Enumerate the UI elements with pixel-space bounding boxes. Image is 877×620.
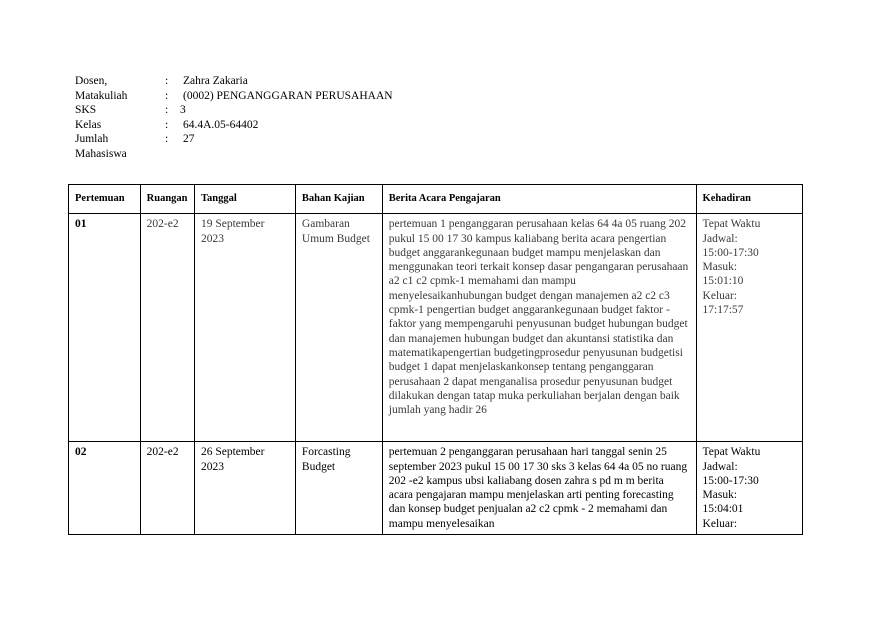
- cell-tanggal: 26 September 2023: [194, 442, 295, 535]
- table-row: [69, 442, 803, 535]
- cell-pertemuan: 01: [69, 214, 141, 442]
- cell-tanggal: 19 September 2023: [194, 214, 295, 442]
- jumlah-row: [75, 132, 393, 147]
- kelas-label: Kelas: [75, 118, 102, 131]
- header-kehadiran: Kehadiran: [696, 185, 802, 214]
- cell-pertemuan: 02: [69, 442, 141, 535]
- attendance-in-value: 15:04:01: [702, 503, 744, 516]
- jumlah-row-cont: [75, 147, 393, 162]
- attendance-schedule-label: Jadwal:: [702, 460, 738, 473]
- header-berita-acara: Berita Acara Pengajaran: [382, 185, 696, 214]
- dosen-row: [75, 74, 393, 89]
- sks-row: [75, 103, 393, 118]
- jumlah-label: Jumlah: [75, 133, 109, 145]
- colon: :: [165, 89, 169, 102]
- sks-label: SKS: [75, 104, 97, 116]
- attendance-out-label: Keluar:: [702, 289, 738, 302]
- dosen-label: Dosen,: [75, 75, 108, 87]
- cell-ruangan: 202-e2: [140, 442, 194, 535]
- attendance-schedule-value: 15:00-17:30: [702, 474, 759, 487]
- attendance-status: Tepat Waktu: [702, 446, 761, 459]
- attendance-in-value: 15:01:10: [702, 275, 744, 288]
- matakuliah-label: Matakuliah: [75, 89, 128, 102]
- attendance-in-label: Masuk:: [702, 261, 738, 274]
- jumlah-label-2: Mahasiswa: [75, 147, 127, 160]
- colon: :: [165, 75, 169, 87]
- attendance-in-label: Masuk:: [702, 489, 738, 502]
- cell-kehadiran: [696, 442, 802, 535]
- teaching-report-table: [68, 184, 803, 535]
- cell-ruangan: 202-e2: [140, 214, 194, 442]
- lecture-info-header: [75, 74, 393, 161]
- attendance-status: Tepat Waktu: [702, 218, 761, 231]
- table-row: [69, 214, 803, 442]
- colon: :: [165, 104, 169, 116]
- cell-kehadiran: [696, 214, 802, 442]
- colon: :: [165, 133, 169, 145]
- sks-value: 3: [180, 104, 186, 116]
- attendance-schedule-value: 15:00-17:30: [702, 246, 759, 259]
- jumlah-value: 27: [183, 133, 195, 145]
- matakuliah-row: [75, 89, 393, 104]
- dosen-value: Zahra Zakaria: [183, 75, 248, 87]
- cell-bahan-kajian: Forcasting Budget: [295, 442, 382, 535]
- cell-berita-acara: pertemuan 1 penganggaran perusahaan kelas 64 4a 05 ruang 202 pukul 15 00 17 30 kampus kaliabang berita acara pengertian budget anggarankegunaan budget mampu menjelaskan dan menggunakan teori terkait konsep dasar pengangaran perusahaan a2 c1 c2 cpmk-1 memahami dan mampu menyelesaikanhubungan budget dengan manajemen a2 c2 c3 cpmk-1 pengertian budget anggarankegunaan budget faktor -faktor yang mempengaruhi penyusunan budget hubungan budget dan manajemen hubungan budget dan akuntansi statistika dan matematikapengertian budgetingprosedur penyusunan budgetisi budget 1 dapat menjelaskankonsep tentang penganggaran perusahaan 2 dapat menganalisa prosedur penyusunan budget dilakukan dengan tatap muka perkuliahan berjalan dengan baik jumlah yang hadir 26: [382, 214, 696, 442]
- attendance-schedule-label: Jadwal:: [702, 232, 738, 245]
- cell-bahan-kajian: Gambaran Umum Budget: [295, 214, 382, 442]
- table-header-row: [69, 185, 803, 214]
- header-bahan-kajian: Bahan Kajian: [295, 185, 382, 214]
- colon: :: [165, 118, 169, 131]
- matakuliah-value: (0002) PENGANGGARAN PERUSAHAAN: [183, 89, 393, 102]
- attendance-out-value: 17:17:57: [702, 304, 744, 317]
- cell-berita-acara: pertemuan 2 penganggaran perusahaan hari tanggal senin 25 september 2023 pukul 15 00 17 30 sks 3 kelas 64 4a 05 no ruang 202 -e2 kampus ubsi kaliabang dosen zahra s pd m m berita acara pengajaran mampu menjelaskan arti penting forecasting dan konsep budget penjualan a2 c2 cpmk - 2 memahami dan mampu menyelesaikan: [382, 442, 696, 535]
- kelas-value: 64.4A.05-64402: [183, 118, 259, 131]
- kelas-row: [75, 118, 393, 133]
- header-ruangan: Ruangan: [140, 185, 194, 214]
- header-pertemuan: Pertemuan: [69, 185, 141, 214]
- attendance-out-label: Keluar:: [702, 517, 738, 530]
- header-tanggal: Tanggal: [194, 185, 295, 214]
